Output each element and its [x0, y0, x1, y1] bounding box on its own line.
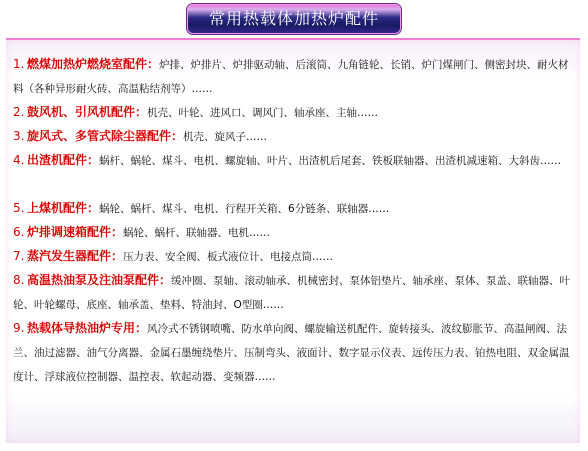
item-text: 蜗轮、蜗杆、联轴器、电机…… — [123, 227, 271, 239]
item-text: 压力表、安全阀、板式液位计、电接点筒…… — [123, 251, 334, 263]
item-number: 2. — [13, 105, 25, 119]
item-text: 机壳、旋风子…… — [183, 131, 268, 143]
item-number: 4. — [13, 153, 25, 167]
item-label: 燃煤加热炉燃烧室配件： — [27, 57, 160, 71]
list-item — [13, 268, 576, 316]
list-item — [13, 100, 576, 124]
list-item — [13, 148, 576, 196]
item-text: 炉排、炉排片、炉排驱动轴、后滚筒、九角链轮、长销、炉门煤闸门、侧密封块、耐火材料（各种异形耐火砖、高温粘结剂等）…… — [13, 59, 569, 95]
list-item — [13, 124, 576, 148]
list-item — [13, 316, 576, 389]
list-item — [13, 196, 576, 220]
item-number: 9. — [13, 321, 25, 335]
list-item — [13, 52, 576, 100]
parts-list — [13, 52, 576, 389]
item-text: 蜗杆、蜗轮、煤斗、电机、螺旋轴、叶片、出渣机后尾套、铁板联轴器、出渣机减速箱、大斜齿…… — [99, 155, 562, 167]
item-text: 风冷式不锈钢喷嘴、防水单向阀、螺旋输送机配件、旋转接头、波纹膨胀节、高温闸阀、法兰、油过滤器、油气分离器、金属石墨缠绕垫片、压制弯头、液面计、数字显示仪表、远传压力表、铂热电阻、双金属温度计、浮球液位控制器、温控表、软起动器、变频器…… — [13, 323, 570, 383]
item-label: 炉排调速箱配件： — [27, 225, 124, 239]
item-number: 5. — [13, 201, 25, 215]
list-item — [13, 244, 576, 268]
item-number: 6. — [13, 225, 25, 239]
item-text: 机壳、叶轮、进风口、调风门、轴承座、主轴…… — [147, 107, 379, 119]
item-text: 缓冲圈、泵轴、滚动轴承、机械密封、泵体铝垫片、轴承座、泵体、泵盖、联轴器、叶轮、叶轮螺母、底座、轴承盖、垫料、特油封、O型圈…… — [13, 275, 571, 311]
item-label: 蒸汽发生器配件： — [27, 249, 124, 263]
item-text: 蜗轮、蜗杆、煤斗、电机、行程开关箱、6分链条、联轴器…… — [99, 203, 390, 215]
item-label: 热载体导热油炉专用： — [27, 321, 148, 335]
item-number: 3. — [13, 129, 25, 143]
item-label: 出渣机配件： — [27, 153, 100, 167]
item-label: 鼓风机、引风机配件： — [27, 105, 148, 119]
item-number: 7. — [13, 249, 25, 263]
page-title: 常用热载体加热炉配件 — [187, 4, 401, 34]
item-number: 8. — [13, 273, 25, 287]
item-label: 高温热油泵及注油泵配件： — [27, 273, 172, 287]
item-label: 上煤机配件： — [27, 201, 100, 215]
list-item — [13, 220, 576, 244]
item-label: 旋风式、多管式除尘器配件： — [27, 129, 184, 143]
item-number: 1. — [13, 57, 25, 71]
